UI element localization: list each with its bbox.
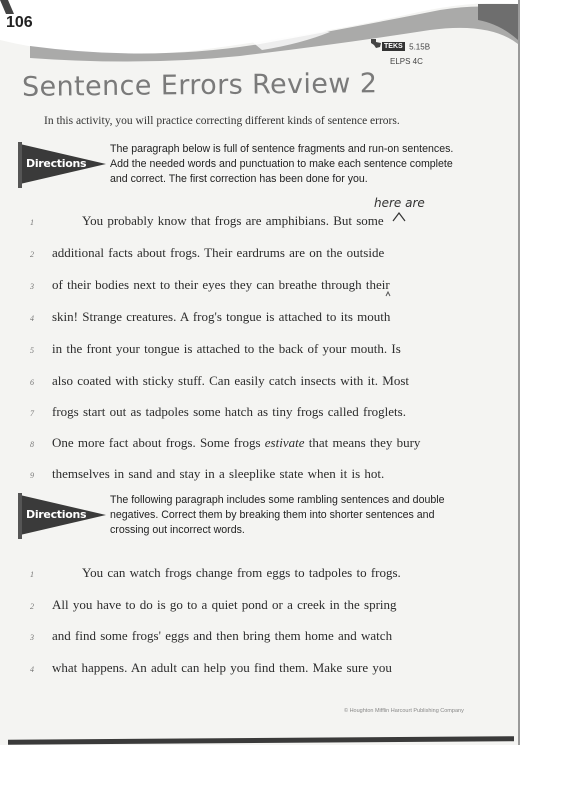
line-text: also coated with sticky stuff. Can easily catch insects with it. Most [52,373,410,388]
paragraph1-line [30,435,420,451]
line-number: 1 [30,217,34,227]
line-text: and find some frogs' eggs and then bring them home and watch [52,628,393,643]
line-number: 6 [30,377,34,387]
paragraph1-line [30,373,409,389]
paragraph1-line [30,309,390,325]
directions-text: The following paragraph includes some rambling sentences and double negatives. Correct them by breaking them into shorter sentences and crossing out incorrect words. [110,494,445,536]
header-swoosh-banner [0,0,518,70]
italic-word: estivate [264,435,305,450]
line-text: in the front your tongue is attached to the back of your mouth. Is [52,341,401,356]
directions-text: The paragraph below is full of sentence fragments and run-on sentences. Add the needed words and punctuation to make each sentence complete and correct. The first correction has been done for you. [110,143,454,185]
paragraph2-line [30,660,392,676]
teks-badge: TEKS [384,43,403,51]
copyright-notice: © Houghton Mifflin Harcourt Publishing Company [344,708,464,714]
texas-state-icon [370,38,382,49]
line-text: All you have to do is go to a quiet pond or a creek in the spring [52,597,397,612]
paragraph1-line [30,213,384,229]
paragraph1-line [30,277,390,293]
line-text: You probably know that frogs are amphibians. But some [82,213,384,228]
line-number: 8 [30,439,34,449]
line-text: You can watch frogs change from eggs to tadpoles to frogs. [82,565,401,580]
line-text: additional facts about frogs. Their eardrums are on the outside [52,245,385,260]
page-number: 106 [6,14,33,31]
elps-code: ELPS 4C [390,57,423,66]
insertion-caret-icon [392,212,406,222]
standards-labels [370,38,430,66]
paragraph1-line [30,466,384,482]
line-number: 2 [30,249,34,259]
line-text: themselves in sand and stay in a sleeplike state when it is hot. [52,466,385,481]
intro-text: In this activity, you will practice correcting different kinds of sentence errors. [44,115,400,127]
line-number: 7 [30,408,34,418]
paragraph1-line [30,404,406,420]
line-number: 9 [30,470,34,480]
line-number: 5 [30,345,34,355]
paragraph2-line [30,597,397,613]
line-text: what happens. An adult can help you find them. Make sure you [52,660,392,675]
line-number: 3 [30,632,34,642]
paragraph1-line [30,341,401,357]
line-number: 4 [30,313,34,323]
line-number: 4 [30,664,34,674]
paragraph2-line [30,628,392,644]
line-text: One more fact about frogs. Some frogs [52,435,265,450]
line-text: skin! Strange creatures. A frog's tongue is attached to its mouth [52,309,391,324]
directions-label: Directions [26,508,87,521]
line-number: 2 [30,601,34,611]
teks-code: 5.15B [409,42,431,52]
line-text: frogs start out as tadpoles some hatch as tiny frogs called froglets. [52,404,406,419]
paragraph2-line [30,565,401,581]
paragraph1-line [30,245,384,261]
line-text: of their bodies next to their eyes they can breathe through their [52,277,390,292]
directions-label: Directions [26,157,87,170]
page-title: Sentence Errors Review 2 [21,68,378,103]
line-number: 3 [30,281,34,291]
line-number: 1 [30,569,34,579]
line-text: that means they bury [304,435,421,450]
handwritten-correction: here are [374,196,425,210]
